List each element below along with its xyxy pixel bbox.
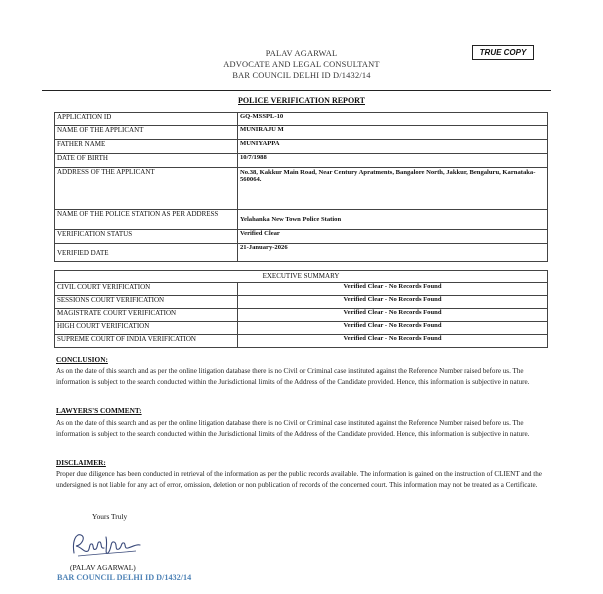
row-label: SESSIONS COURT VERIFICATION (55, 296, 238, 309)
table-row (55, 210, 548, 230)
disclaimer-text: Proper due diligence has been conducted in retrieval of the information as per the public records available. The information is gained on the instruction of CLIENT and the undersigned is not liable for any act of error, omission, deletion or non publication of records of the concerned court. This information may not be treated as a Certificate. (56, 470, 542, 489)
row-value: Yelahanka New Town Police Station (238, 210, 548, 230)
row-value: Verified Clear (238, 230, 548, 244)
summary-heading: EXECUTIVE SUMMARY (55, 271, 548, 283)
row-label: VERIFICATION STATUS (55, 230, 238, 244)
row-label: APPLICATION ID (55, 113, 238, 126)
row-label: FATHER NAME (55, 140, 238, 154)
table-row (55, 322, 548, 335)
row-label: HIGH COURT VERIFICATION (55, 322, 238, 335)
executive-summary-table (54, 270, 548, 348)
advocate-name: PALAV AGARWAL (265, 49, 338, 58)
bar-council-id-footer: BAR COUNCIL DELHI ID D/1432/14 (57, 573, 192, 582)
table-row (55, 168, 548, 210)
handwritten-signature-icon (66, 527, 146, 564)
table-row (55, 271, 548, 283)
report-title: POLICE VERIFICATION REPORT (238, 96, 365, 105)
row-value: GQ-MSSPL-10 (238, 113, 548, 126)
true-copy-stamp: TRUE COPY (472, 45, 534, 60)
table-row (55, 113, 548, 126)
row-value: MUNIRAJU M (238, 126, 548, 140)
row-value: Verified Clear - No Records Found (238, 322, 548, 335)
table-row (55, 126, 548, 140)
applicant-details-table (54, 112, 548, 262)
table-row (55, 335, 548, 348)
header-divider (42, 90, 551, 91)
row-value: Verified Clear - No Records Found (238, 296, 548, 309)
lawyers-comment-heading: LAWYERS'S COMMENT: (56, 406, 142, 415)
closing-text: Yours Truly (92, 512, 128, 521)
conclusion-heading: CONCLUSION: (56, 355, 108, 364)
table-row (55, 154, 548, 168)
row-value: Verified Clear - No Records Found (238, 335, 548, 348)
row-value: MUNIYAPPA (238, 140, 548, 154)
row-value: No.38, Kakkur Main Road, Near Century Apratments, Bangalore North, Jakkur, Bengaluru, Karnataka-560064. (238, 168, 548, 210)
table-row (55, 230, 548, 244)
signatory-name: (PALAV AGARWAL) (70, 563, 136, 572)
row-value: 21-January-2026 (238, 244, 548, 262)
row-value: Verified Clear - No Records Found (238, 283, 548, 296)
bar-council-id-header: BAR COUNCIL DELHI ID D/1432/14 (232, 71, 371, 80)
lawyers-comment-text: As on the date of this search and as per the online litigation database there is no Civil or Criminal case instituted against the Reference Number raised before us. The information is subject to the search conducted within the Jurisdictional limits of the Address of the Candidate provided. Hence, this information is subjective in nature. (56, 419, 530, 438)
table-row (55, 244, 548, 262)
conclusion-text: As on the date of this search and as per the online litigation database there is no Civil or Criminal case instituted against the Reference Number raised before us. The information is subject to the search conducted within the Jurisdictional limits of the Address of the Candidate provided. Hence, this information is subjective in nature. (56, 367, 530, 386)
table-row (55, 296, 548, 309)
table-row (55, 140, 548, 154)
row-value: 10/7/1988 (238, 154, 548, 168)
row-label: MAGISTRATE COURT VERIFICATION (55, 309, 238, 322)
row-label: NAME OF THE APPLICANT (55, 126, 238, 140)
row-value: Verified Clear - No Records Found (238, 309, 548, 322)
row-label: DATE OF BIRTH (55, 154, 238, 168)
row-label: NAME OF THE POLICE STATION AS PER ADDRESS (55, 210, 238, 230)
advocate-title: ADVOCATE AND LEGAL CONSULTANT (223, 60, 380, 69)
row-label: CIVIL COURT VERIFICATION (55, 283, 238, 296)
row-label: ADDRESS OF THE APPLICANT (55, 168, 238, 210)
row-label: VERIFIED DATE (55, 244, 238, 262)
disclaimer-heading: DISCLAIMER: (56, 458, 106, 467)
table-row (55, 283, 548, 296)
row-label: SUPREME COURT OF INDIA VERIFICATION (55, 335, 238, 348)
table-row (55, 309, 548, 322)
